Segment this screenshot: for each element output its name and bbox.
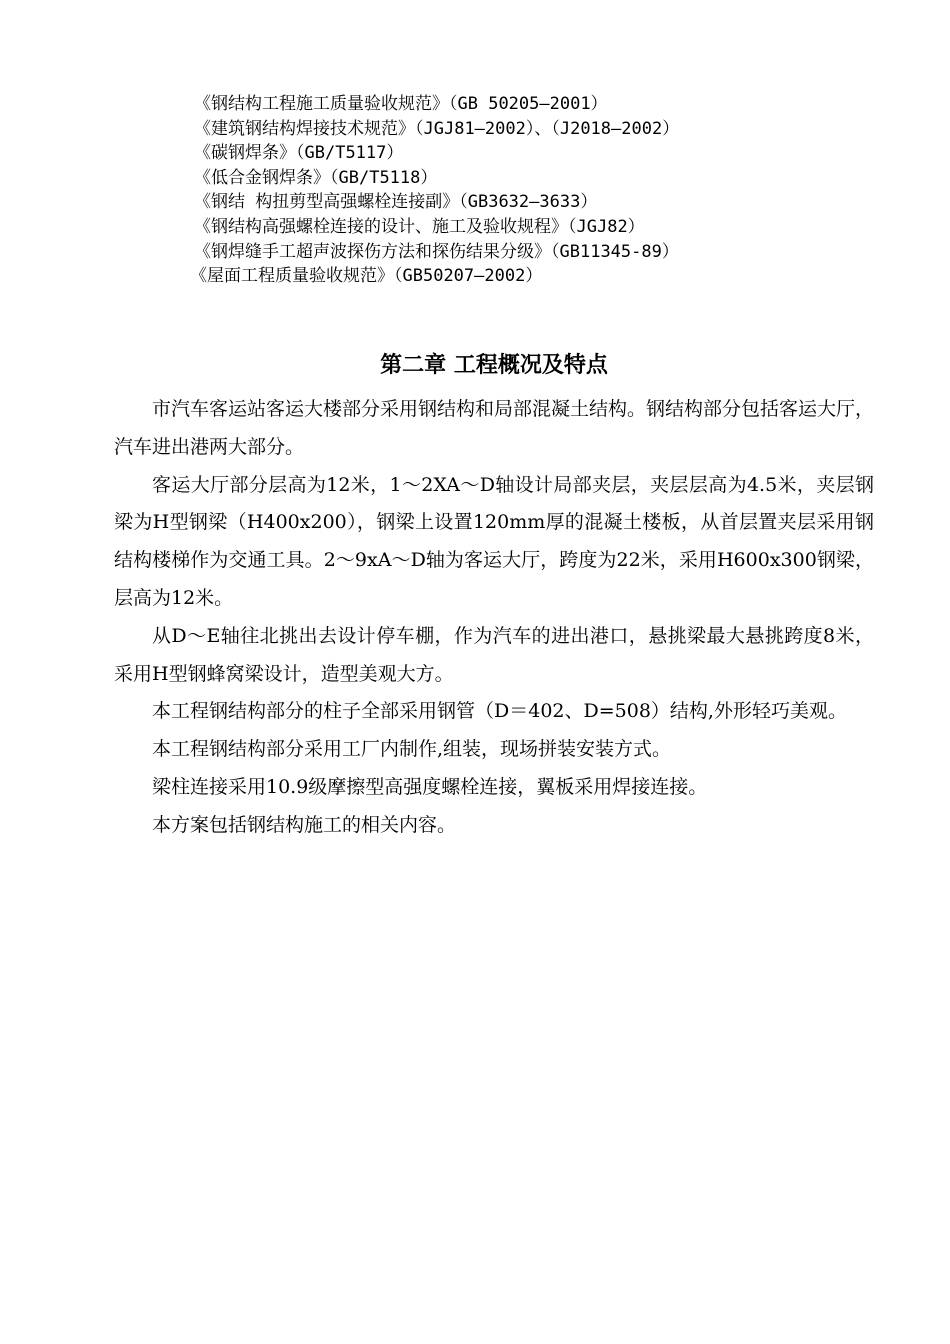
reference-item: 《低合金钢焊条》（GB/T5118） [194, 167, 438, 188]
chapter-title: 第二章 工程概况及特点 [380, 353, 608, 378]
reference-item: 《屋面工程质量验收规范》（GB50207—2002） [190, 266, 543, 287]
reference-item: 《钢结构工程施工质量验收规范》（GB 50205—2001） [194, 94, 608, 114]
paragraph: 本方案包括钢结构施工的相关内容。 [152, 813, 457, 836]
reference-standards-list [190, 92, 894, 289]
reference-item: 《钢结构高强螺栓连接的设计、施工及验收规程》（JGJ82） [194, 216, 645, 237]
paragraph: 梁柱连接采用10.9级摩擦型高强度螺栓连接，翼板采用焊接连接。 [152, 775, 708, 798]
paragraph: 本工程钢结构部分采用工厂内制作,组装，现场拼装安装方式。 [152, 738, 672, 761]
paragraph: 市汽车客运站客运大楼部分采用钢结构和局部混凝土结构。钢结构部分包括客运大厅，汽车进出港两大部分。 [114, 398, 875, 458]
paragraph: 从D～E轴往北挑出去设计停车棚，作为汽车的进出港口，悬挑梁最大悬挑跨度8米，采用H型钢蜂窝梁设计，造型美观大方。 [114, 624, 874, 685]
reference-item: 《钢焊缝手工超声波探伤方法和探伤结果分级》（GB11345-89） [194, 241, 679, 262]
reference-item: 《碳钢焊条》（GB/T5117） [194, 143, 404, 164]
reference-item: 《钢结 构扭剪型高强螺栓连接副》（GB3632—3633） [194, 192, 598, 213]
reference-item: 《建筑钢结构焊接技术规范》（JGJ81—2002）、（J2018—2002） [194, 118, 680, 139]
paragraph: 客运大厅部分层高为12米，1～2XA～D轴设计局部夹层，夹层层高为4.5米，夹层钢梁为H型钢梁（H400x200），钢梁上设置120mm厚的混凝土楼板，从首层置夹层采用钢结构楼梯作为交通工具。2～9xA～D轴为客运大厅，跨度为22米，采用H600x300钢梁，层高为12米。 [114, 473, 874, 609]
chapter-body [114, 391, 874, 845]
paragraph: 本工程钢结构部分的柱子全部采用钢管（D＝402、D=508）结构,外形轻巧美观。 [152, 700, 847, 723]
